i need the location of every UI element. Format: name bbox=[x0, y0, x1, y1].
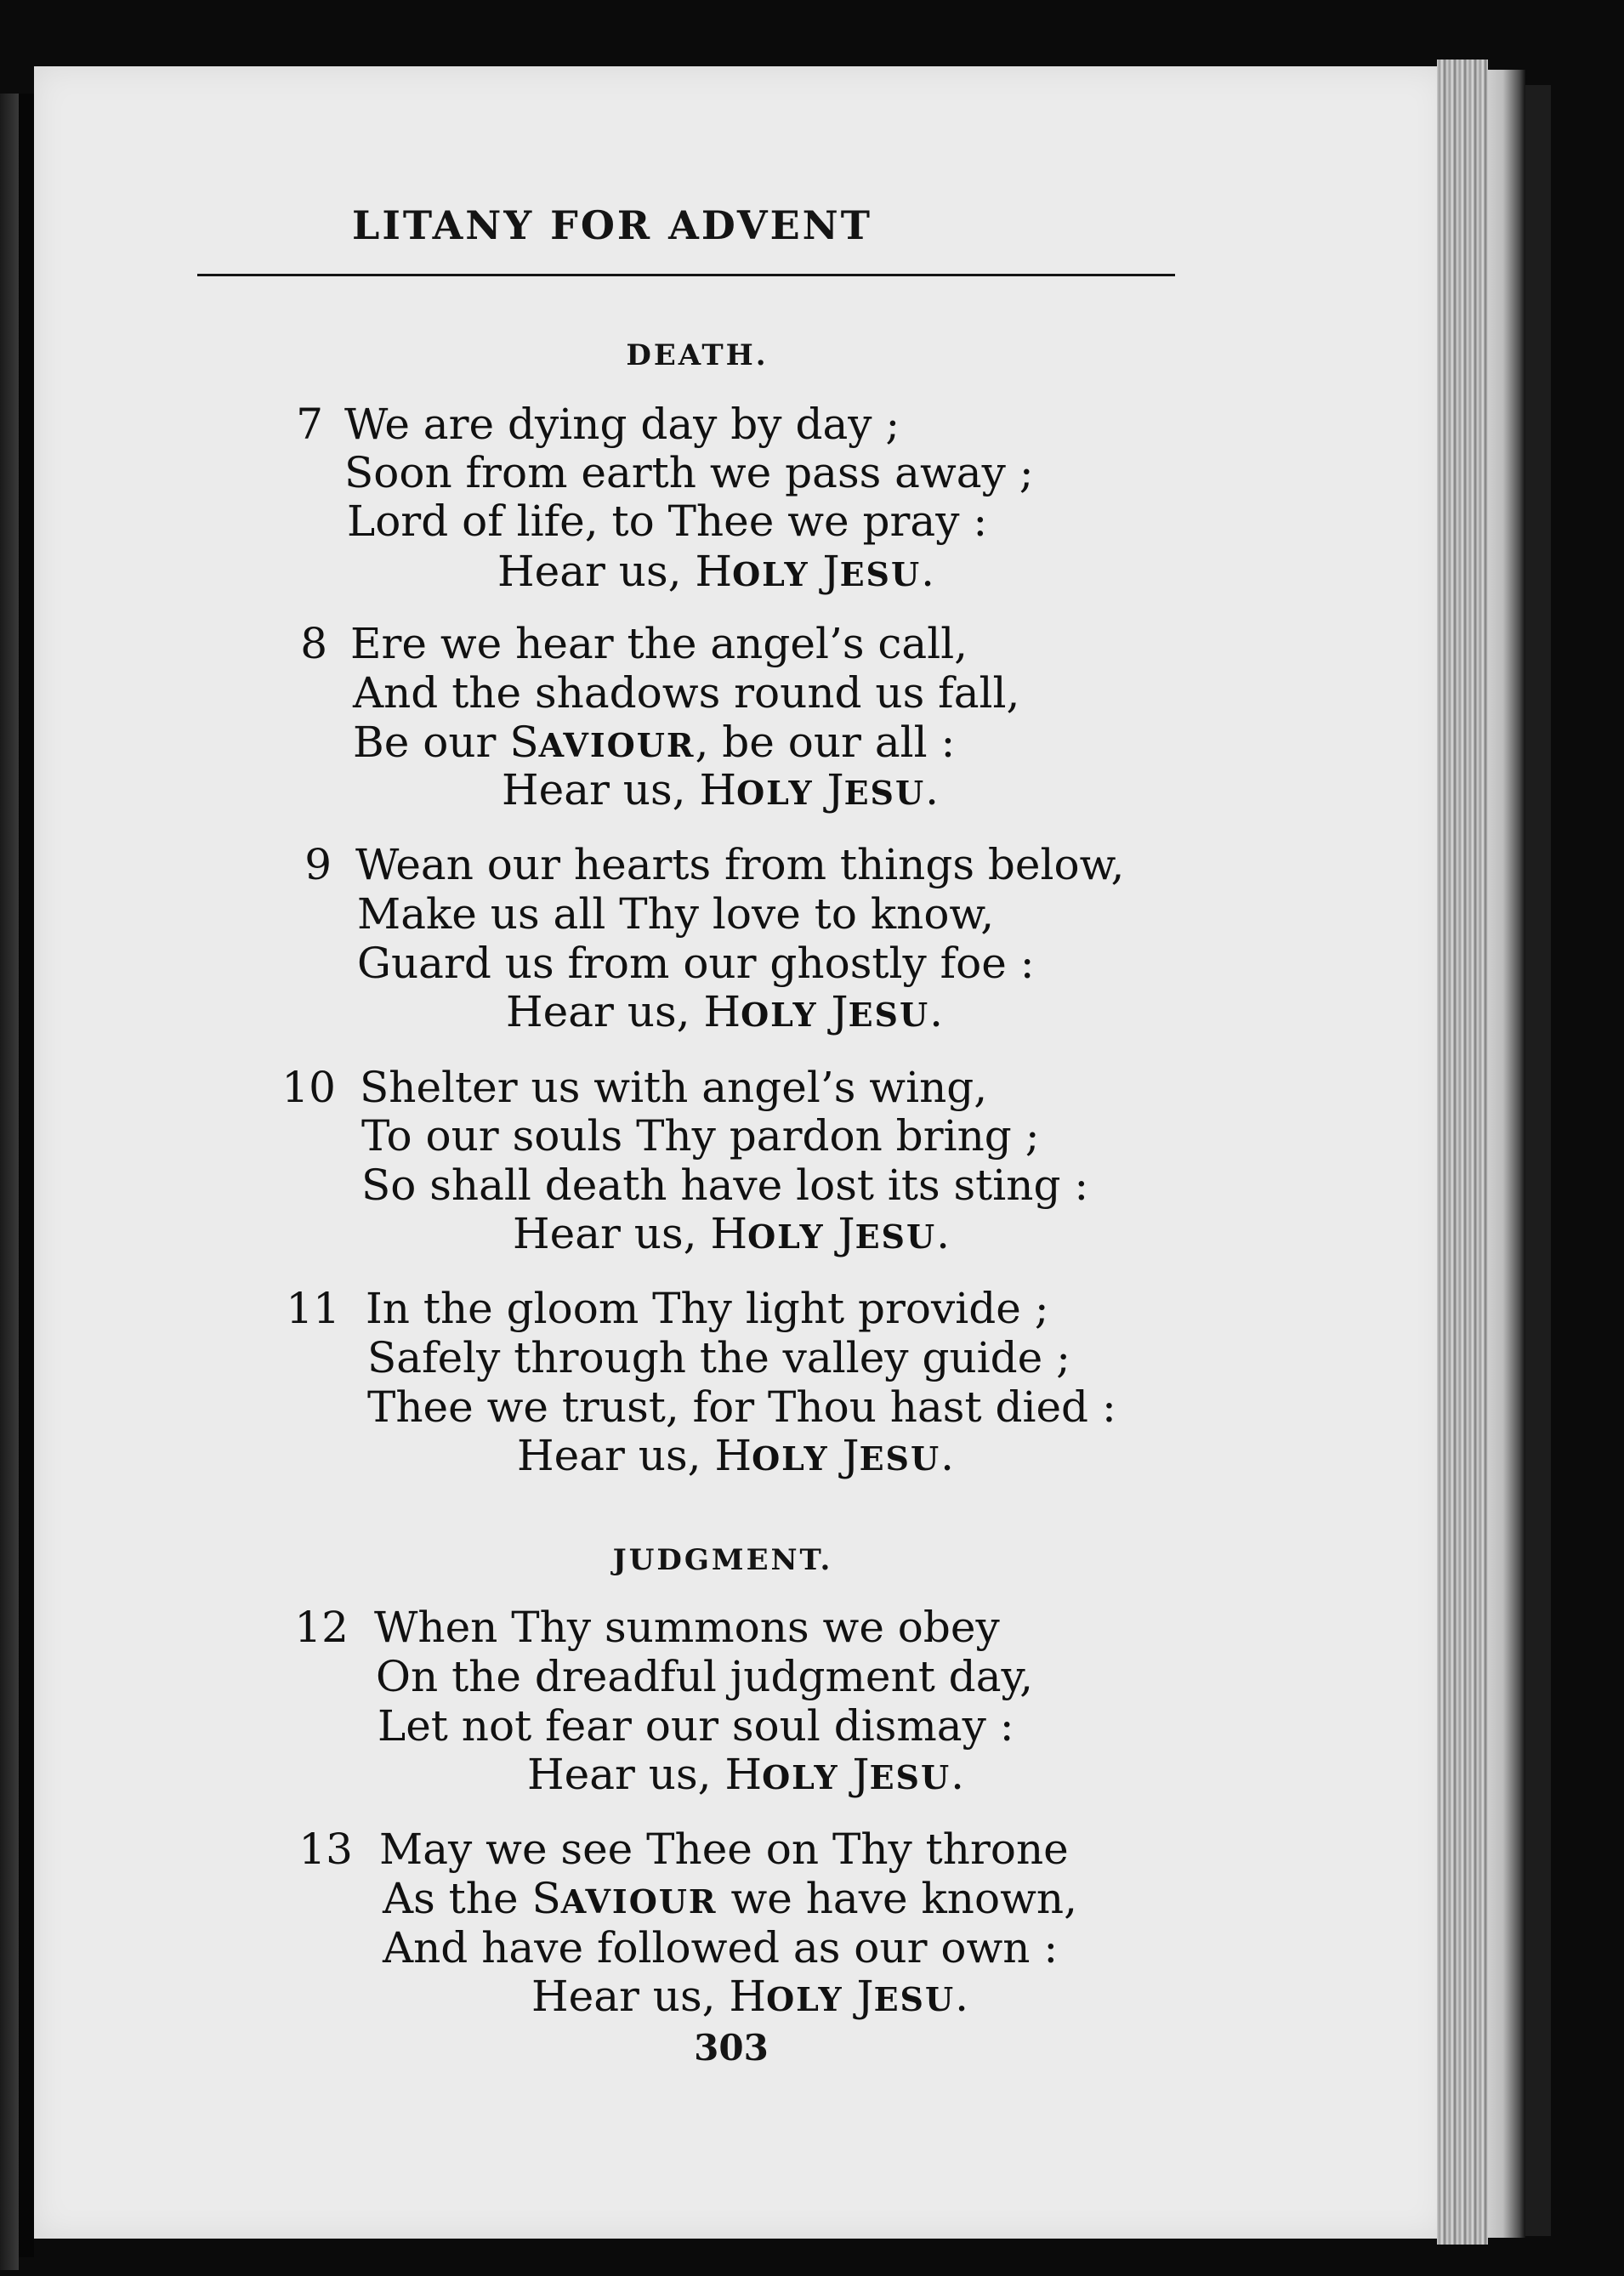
refrain-prefix: Hear us, bbox=[497, 547, 682, 596]
verse-line: Wean our hearts from things below, bbox=[355, 840, 1125, 889]
verse-line: To our souls Thy pardon bring ; bbox=[361, 1111, 1040, 1161]
cover-edge bbox=[1488, 70, 1525, 2238]
refrain: Hear us, HOLY JESU. bbox=[502, 765, 940, 814]
verse-line: Shelter us with angel’s wing, bbox=[360, 1063, 988, 1112]
verse-number: 12 bbox=[294, 1603, 349, 1652]
verse-line: On the dreadful judgment day, bbox=[376, 1652, 1033, 1701]
cover-shadow bbox=[1525, 85, 1551, 2236]
verse-number: 8 bbox=[300, 619, 327, 668]
refrain-holy: HOLY bbox=[695, 547, 809, 596]
verse-line: And the shadows round us fall, bbox=[353, 668, 1020, 718]
refrain bbox=[497, 547, 934, 596]
page-number: 303 bbox=[694, 2027, 769, 2069]
verse-number: 7 bbox=[296, 400, 323, 449]
verse-line: When Thy summons we obey bbox=[374, 1603, 1000, 1652]
section-heading-judgment: JUDGMENT. bbox=[612, 1543, 833, 1577]
verse-line: May we see Thee on Thy throne bbox=[379, 1825, 1069, 1874]
verse-number: 11 bbox=[286, 1284, 340, 1333]
verse-line: Make us all Thy love to know, bbox=[357, 889, 995, 939]
refrain: Hear us, HOLY JESU. bbox=[531, 1972, 969, 2021]
verse-line: As the SAVIOUR we have known, bbox=[383, 1874, 1077, 1923]
verse-line: Be our SAVIOUR, be our all : bbox=[353, 718, 956, 767]
saviour-word: SAVIOUR bbox=[509, 718, 696, 767]
page-stack-edge bbox=[1437, 60, 1488, 2245]
verse-line: Lord of life, to Thee we pray : bbox=[347, 497, 988, 546]
verse-line: We are dying day by day ; bbox=[344, 400, 900, 449]
verse-line: Thee we trust, for Thou hast died : bbox=[367, 1382, 1116, 1432]
refrain: Hear us, HOLY JESU. bbox=[513, 1209, 951, 1258]
refrain-jesu: JESU. bbox=[822, 547, 935, 596]
refrain: Hear us, HOLY JESU. bbox=[506, 987, 944, 1036]
section-heading-death: DEATH. bbox=[626, 338, 769, 372]
verse-line: So shall death have lost its sting : bbox=[361, 1161, 1089, 1210]
verse-number: 13 bbox=[298, 1825, 353, 1874]
verse-line: And have followed as our own : bbox=[383, 1923, 1059, 1972]
verse-line: Let not fear our soul dismay : bbox=[378, 1701, 1014, 1751]
refrain: Hear us, HOLY JESU. bbox=[527, 1750, 965, 1799]
verse-line: Ere we hear the angel’s call, bbox=[350, 619, 968, 668]
header-rule bbox=[197, 274, 1175, 276]
verse-line: In the gloom Thy light provide ; bbox=[366, 1284, 1049, 1333]
saviour-word: SAVIOUR bbox=[531, 1874, 718, 1923]
verse-line: Soon from earth we pass away ; bbox=[344, 448, 1034, 497]
verse-line: Safely through the valley guide ; bbox=[367, 1333, 1070, 1382]
verse-line: Guard us from our ghostly foe : bbox=[357, 939, 1035, 988]
adjacent-page-edge bbox=[0, 94, 19, 2270]
verse-number: 9 bbox=[304, 840, 332, 889]
refrain: Hear us, HOLY JESU. bbox=[517, 1431, 955, 1480]
book-gutter bbox=[19, 94, 34, 2257]
page-header-title: LITANY FOR ADVENT bbox=[352, 202, 872, 248]
verse-number: 10 bbox=[281, 1063, 336, 1112]
